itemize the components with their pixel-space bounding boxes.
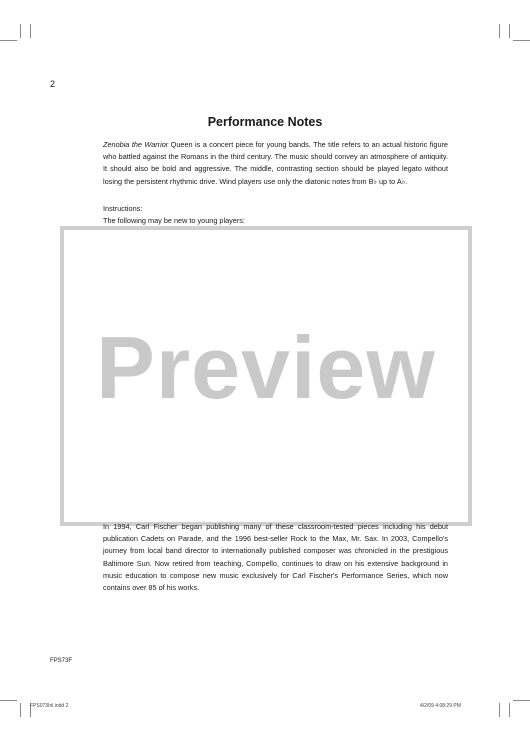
piece-title: Zenobia the Warrior xyxy=(103,140,169,149)
preview-watermark-box xyxy=(60,226,472,526)
crop-mark xyxy=(509,24,510,38)
preview-watermark: Preview xyxy=(96,318,436,417)
crop-mark xyxy=(499,24,500,38)
crop-mark xyxy=(30,24,31,38)
intro-paragraph xyxy=(103,139,448,188)
print-slug-filename: FPS073Inl.indd 2 xyxy=(30,703,69,709)
crop-mark xyxy=(513,40,530,41)
print-slug-timestamp: 4/2/09 4:08:29 PM xyxy=(420,703,461,709)
crop-mark xyxy=(0,40,17,41)
page-number: 2 xyxy=(50,79,56,89)
crop-mark xyxy=(20,703,21,717)
crop-mark xyxy=(513,700,530,701)
closing-paragraph xyxy=(103,521,448,594)
crop-mark xyxy=(509,703,510,717)
page-title: Performance Notes xyxy=(207,115,323,129)
instructions-heading: Instructions: xyxy=(103,204,143,213)
intro-text: Queen is a concert piece for young bands. The title refers to an actual historic figure who battled against the Romans in the third century. The music should convey an atmosphere of antiquity. It should also be bold and aggressive. The middle, contrasting section should be played legato without losing the persistent rhythmic drive. Wind players use only the diatonic notes from B♭ up to A♭. xyxy=(103,140,448,186)
crop-mark xyxy=(499,703,500,717)
crop-mark xyxy=(20,24,21,38)
footer-code: FPS73F xyxy=(50,658,73,664)
instructions-line: The following may be new to young players: xyxy=(103,216,245,226)
instructions-section xyxy=(103,203,448,227)
crop-mark xyxy=(0,700,17,701)
closing-text: In 1994, Carl Fischer began publishing many of these classroom-tested pieces including his debut publication Cadets on Parade, and the 1996 best-seller Rock to the Max, Mr. Sax. In 2003, Compello's journey from local band director to internationally published composer was chronicled in the prestigious Baltimore Sun. Now retired from teaching, Compello, continues to draw on his extensive background in music education to compose new music exclusively for Carl Fischer's Performance Series, which now contains over 85 of his works. xyxy=(103,522,448,593)
